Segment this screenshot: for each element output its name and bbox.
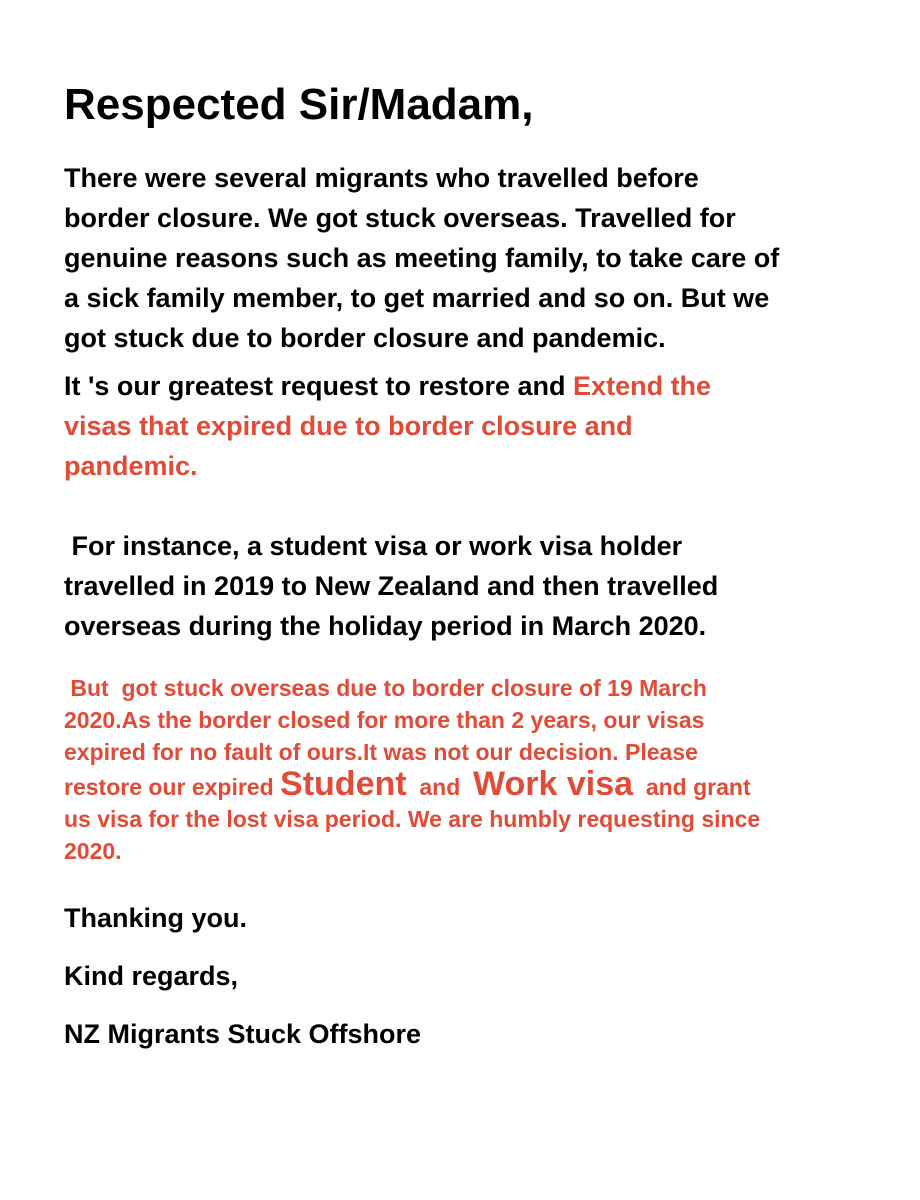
paragraph-migrants-stuck — [64, 158, 864, 358]
paragraph-line — [64, 366, 864, 406]
request-text: It 's our greatest request to restore and — [64, 371, 574, 401]
signature-line: NZ Migrants Stuck Offshore — [64, 1019, 422, 1049]
highlight-line: visas that expired due to border closure and — [64, 411, 633, 441]
paragraph-line: genuine reasons such as meeting family, to take care of — [64, 243, 780, 273]
paragraph-restore-request — [64, 672, 874, 867]
paragraph-line: 2020. — [64, 838, 122, 864]
paragraph-line: 2020.As the border closed for more than 2 years, our visas — [64, 707, 705, 733]
and-text: and — [406, 774, 474, 800]
paragraph-line: travelled in 2019 to New Zealand and then travelled — [64, 571, 719, 601]
closing-line: Thanking you. — [64, 903, 248, 933]
paragraph-line: us visa for the lost visa period. We are humbly requesting since — [64, 806, 761, 832]
paragraph-line: For instance, a student visa or work visa holder — [64, 531, 683, 561]
regards-line: Kind regards, — [64, 961, 239, 991]
greeting-heading: Respected Sir/Madam, — [64, 80, 534, 129]
paragraph-line: expired for no fault of ours.It was not our decision. Please — [64, 739, 698, 765]
paragraph-line: a sick family member, to get married and so on. But we — [64, 283, 770, 313]
paragraph-request — [64, 366, 864, 486]
highlight-text: Extend the — [573, 371, 712, 401]
grant-text: and grant — [633, 774, 751, 800]
paragraph-line — [64, 765, 874, 803]
student-emphasis: Student — [280, 765, 407, 803]
restore-text: restore our expired — [64, 774, 281, 800]
paragraph-line: overseas during the holiday period in March 2020. — [64, 611, 707, 641]
work-visa-emphasis: Work visa — [473, 765, 634, 803]
paragraph-example — [64, 526, 864, 646]
highlight-line: pandemic. — [64, 451, 198, 481]
paragraph-line: got stuck due to border closure and pandemic. — [64, 323, 666, 353]
paragraph-line: border closure. We got stuck overseas. Travelled for — [64, 203, 736, 233]
paragraph-line: There were several migrants who travelled before — [64, 163, 699, 193]
paragraph-line: But got stuck overseas due to border closure of 19 March — [64, 675, 707, 701]
